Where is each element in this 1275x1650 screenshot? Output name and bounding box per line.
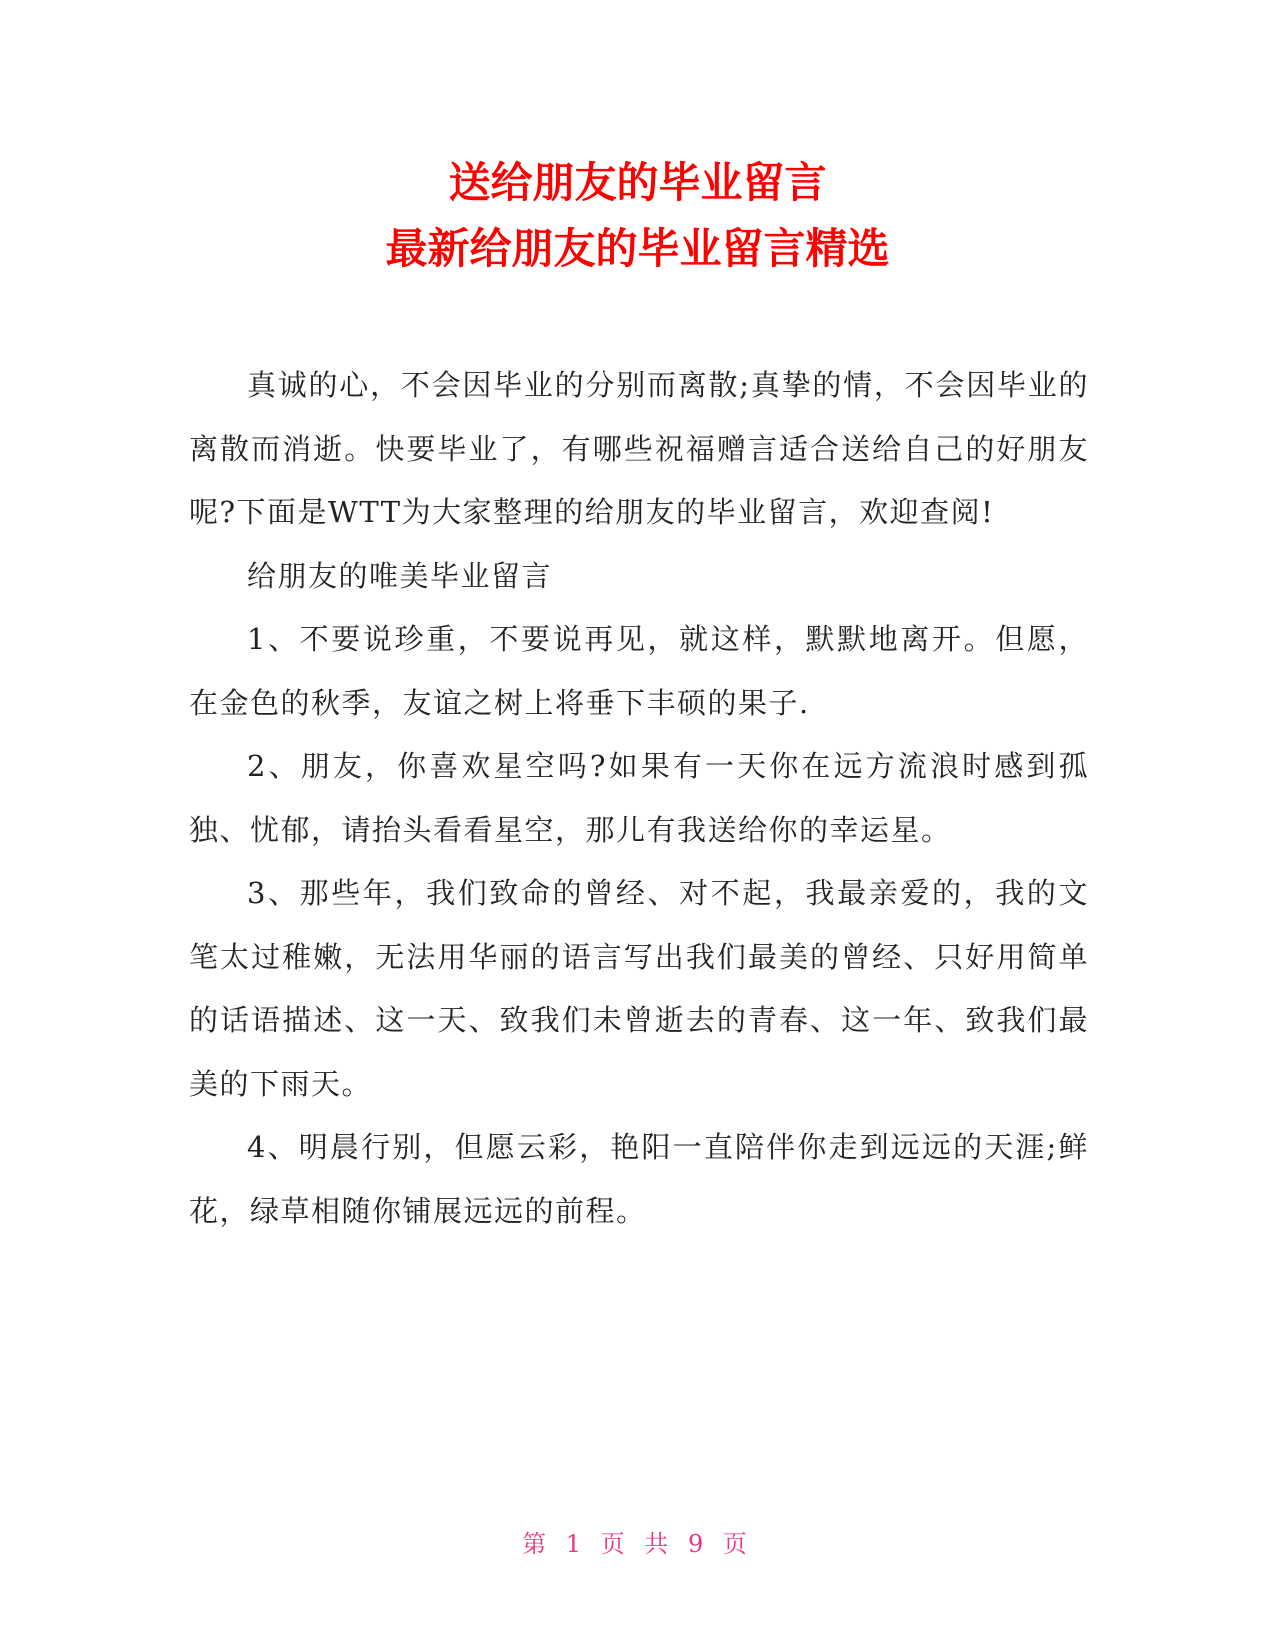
page-number-footer: 第 1 页 共 9 页: [522, 1530, 753, 1558]
document-title: [0, 150, 1275, 282]
message-item-2: 2、朋友，你喜欢星空吗?如果有一天你在远方流浪时感到孤独、忧郁，请抬头看看星空，那儿有我送给你的幸运星。: [189, 749, 1089, 847]
document-body: [189, 354, 1089, 1243]
title-line-1: 送给朋友的毕业留言: [448, 158, 827, 207]
message-item-1: 1、不要说珍重，不要说再见，就这样，默默地离开。但愿，在金色的秋季，友谊之树上将垂下丰硕的果子.: [189, 622, 1089, 720]
message-item-3: 3、那些年，我们致命的曾经、对不起，我最亲爱的，我的文笔太过稚嫩，无法用华丽的语言写出我们最美的曾经、只好用简单的话语描述、这一天、致我们未曾逝去的青春、这一年、致我们最美的下雨天。: [189, 876, 1089, 1101]
section-heading: 给朋友的唯美毕业留言: [247, 558, 553, 593]
message-item-4: 4、明晨行别，但愿云彩，艳阳一直陪伴你走到远远的天涯;鲜花，绿草相随你铺展远远的前程。: [189, 1130, 1089, 1228]
title-line-2: 最新给朋友的毕业留言精选: [385, 224, 890, 273]
intro-paragraph: 真诚的心，不会因毕业的分别而离散;真挚的情，不会因毕业的离散而消逝。快要毕业了，有哪些祝福赠言适合送给自己的好朋友呢?下面是WTT为大家整理的给朋友的毕业留言，欢迎查阅!: [189, 368, 1089, 529]
